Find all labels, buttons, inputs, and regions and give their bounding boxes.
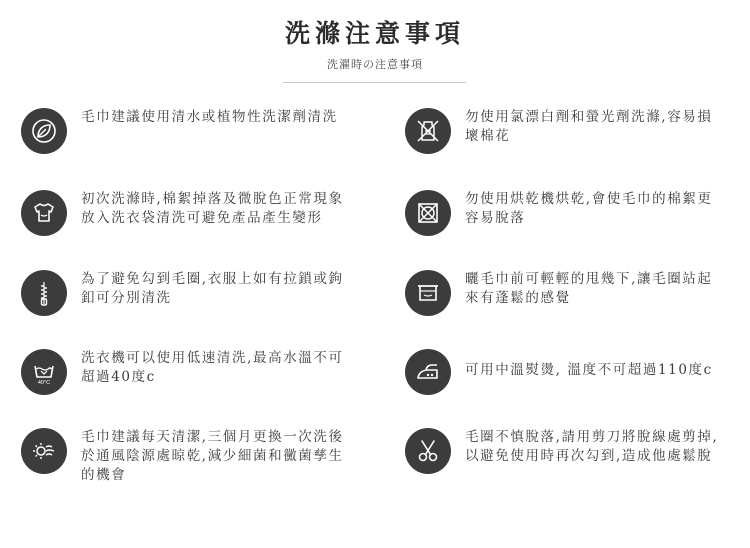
care-item-text: 勿使用烘乾機烘乾,會使毛巾的棉絮更 容易脫落 (465, 191, 713, 226)
page-subtitle: 洗濯時の注意事項 (327, 58, 423, 71)
care-item-no-bleach (405, 108, 713, 154)
title-divider (283, 82, 466, 83)
no-tumble-dry-icon (405, 190, 451, 236)
care-item-text: 毛圈不慎脫落,請用剪刀將脫線處剪掉, 以避免使用時再次勾到,造成他處鬆脫 (465, 429, 719, 464)
zipper-icon (21, 270, 67, 316)
care-item-text: 毛巾建議使用清水或植物性洗潔劑清洗 (81, 109, 338, 125)
care-item-trim-loose-loops (405, 428, 718, 474)
care-item-shake-before-drying (405, 270, 713, 316)
care-item-machine-wash (21, 349, 344, 395)
page-title: 洗滌注意事項 (284, 19, 465, 48)
scissors-icon (405, 428, 451, 474)
care-item-text: 勿使用氯漂白劑和螢光劑洗滌,容易損 壞棉花 (465, 109, 713, 144)
sun-wind-icon (21, 428, 67, 474)
care-item-no-dryer (405, 190, 713, 236)
care-item-plain-water (21, 108, 338, 154)
care-item-daily-clean (21, 428, 344, 485)
care-item-first-wash (21, 190, 344, 236)
towel-shape-icon (21, 190, 67, 236)
care-item-text: 毛巾建議每天清潔,三個月更換一次洗後 於通風陰源處晾乾,減少細菌和黴菌孳生 的機會 (81, 429, 344, 483)
wash-tub-icon (21, 349, 67, 395)
leaf-icon (21, 108, 67, 154)
care-item-ironing (405, 349, 713, 395)
no-bleach-icon (405, 108, 451, 154)
hanging-towel-icon (405, 270, 451, 316)
care-item-zipper (21, 270, 344, 316)
iron-icon (405, 349, 451, 395)
care-item-text: 可用中溫熨燙, 溫度不可超過110度c (465, 362, 713, 378)
care-item-text: 曬毛巾前可輕輕的甩幾下,讓毛圈站起 來有蓬鬆的感覺 (465, 271, 713, 306)
care-item-text: 初次洗滌時,棉絮掉落及微脫色正常現象 放入洗衣袋清洗可避免產品產生變形 (81, 191, 344, 226)
svg-text:40°C: 40°C (37, 380, 51, 386)
care-item-text: 為了避免勾到毛圈,衣服上如有拉鎖或鉤 釦可分別清洗 (81, 271, 344, 306)
care-item-text: 洗衣機可以使用低速清洗,最高水溫不可 超過40度c (81, 350, 344, 385)
